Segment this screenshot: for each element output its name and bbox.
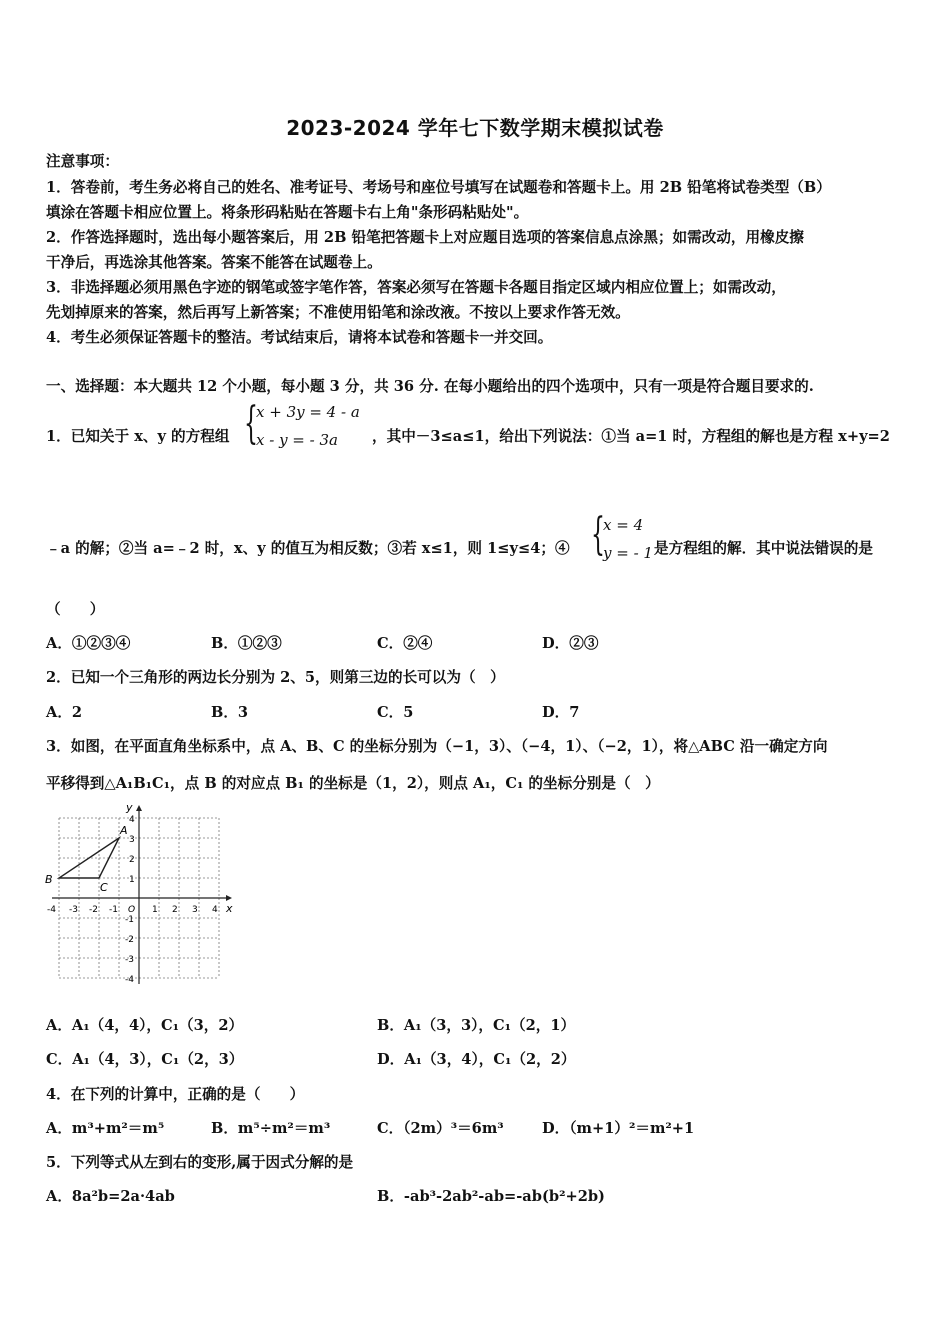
q1-answer-paren: （ ） [46, 601, 105, 618]
q4-text: 4．在下列的计算中，正确的是（ ） [46, 1086, 305, 1103]
notice-line: 2．作答选择题时，选出每小题答案后，用 2B 铅笔把答题卡上对应题目选项的答案信息点涂黑；如需改动，用橡皮擦 [46, 229, 804, 246]
y-tick: 4 [129, 815, 135, 825]
y-tick-labels [125, 815, 135, 985]
x-tick: -3 [69, 905, 78, 915]
notice-line: 先划掉原来的答案，然后再写上新答案；不准使用铅笔和涂改液。不按以上要求作答无效。 [46, 304, 630, 321]
q1-solution-1: x = 4 [603, 516, 644, 534]
q2-option-d: D．7 [542, 704, 580, 721]
q4-option-c: C．（2m）³＝6m³ [377, 1120, 504, 1137]
q4-option-a: A．m³+m²＝m⁵ [46, 1120, 165, 1137]
q5-option-b: B．-ab³-2ab²-ab=-ab(b²+2b) [377, 1188, 605, 1205]
y-tick: 3 [129, 835, 135, 845]
x-tick: 2 [172, 905, 178, 915]
x-tick: O [128, 905, 136, 915]
q1-prefix: 1．已知关于 x、y 的方程组 [46, 428, 230, 445]
q2-text: 2．已知一个三角形的两边长分别为 2、5，则第三边的长可以为（ ） [46, 669, 505, 686]
section-heading: 一、选择题：本大题共 12 个小题，每小题 3 分，共 36 分. 在每小题给出的四个选项中，只有一项是符合题目要求的. [46, 378, 814, 395]
q1-line2-suffix: 是方程组的解．其中说法错误的是 [654, 540, 873, 557]
notice-line: 干净后，再选涂其他答案。答案不能答在试题卷上。 [46, 254, 382, 271]
q1-equation-2: x - y = - 3a [256, 431, 338, 449]
q1-brace-icon: { [244, 398, 258, 449]
y-tick: -3 [125, 955, 134, 965]
q4-option-d: D．（m+1）²＝m²+1 [542, 1120, 695, 1137]
q1-option-d: D．②③ [542, 635, 599, 652]
notice-line: 3．非选择题必须用黑色字迹的钢笔或签字笔作答，答案必须写在答题卡各题目指定区域内相应位置上；如需改动， [46, 279, 786, 296]
q2-option-c: C．5 [377, 704, 414, 721]
x-tick: 1 [152, 905, 158, 915]
page-title: 2023-2024 学年七下数学期末模拟试卷 [286, 116, 664, 140]
notice-heading: 注意事项： [46, 153, 119, 170]
q1-solution-2: y = - 1 [603, 544, 653, 562]
x-tick: 4 [212, 905, 218, 915]
notice-line: 1．答卷前，考生务必将自己的姓名、准考证号、考场号和座位号填写在试题卷和答题卡上。用 2B 铅笔将试卷类型（B） [46, 179, 831, 196]
notice-line: 填涂在答题卡相应位置上。将条形码粘贴在答题卡右上角"条形码粘贴处"。 [46, 204, 529, 221]
label-b: B [45, 873, 53, 886]
q1-equation-1: x + 3y = 4 - a [256, 403, 360, 421]
y-tick: -4 [125, 975, 134, 985]
q1-solution-brace-icon: { [591, 509, 605, 560]
x-tick: -2 [89, 905, 98, 915]
q3-option-a: A．A₁（4，4），C₁（3，2） [46, 1017, 244, 1034]
q3-option-b: B．A₁（3，3），C₁（2，1） [377, 1017, 576, 1034]
y-tick: 2 [129, 855, 135, 865]
x-tick-labels [47, 905, 218, 915]
q3-option-c: C．A₁（4，3），C₁（2，3） [46, 1051, 244, 1068]
q1-suffix: ，其中－3≤a≤1，给出下列说法：①当 a=1 时，方程组的解也是方程 x+y=2 [372, 428, 890, 445]
q1-option-c: C．②④ [377, 635, 433, 652]
q3-line1: 3．如图，在平面直角坐标系中，点 A、B、C 的坐标分别为（−1，3）、（−4，1）、（−2，1），将△ABC 沿一确定方向 [46, 738, 828, 755]
label-c: C [100, 881, 108, 894]
q1-line2-prefix: ﹣a 的解；②当 a=﹣2 时，x、y 的值互为相反数；③若 x≤1，则 1≤y≤4；④ [46, 540, 570, 557]
label-a: A [120, 824, 128, 837]
notice-line: 4．考生必须保证答题卡的整洁。考试结束后，请将本试卷和答题卡一并交回。 [46, 329, 553, 346]
x-tick: 3 [192, 905, 198, 915]
q2-option-b: B．3 [211, 704, 249, 721]
q1-option-a: A．①②③④ [46, 635, 131, 652]
q2-option-a: A．2 [46, 704, 83, 721]
q1-option-b: B．①②③ [211, 635, 282, 652]
x-axis-arrow-icon [226, 895, 232, 901]
y-tick: 1 [129, 875, 135, 885]
q3-option-d: D．A₁（3，4），C₁（2，2） [377, 1051, 576, 1068]
x-tick: -4 [47, 905, 56, 915]
q4-option-b: B．m⁵÷m²＝m³ [211, 1120, 331, 1137]
label-y: y [126, 801, 133, 814]
q5-text: 5．下列等式从左到右的变形,属于因式分解的是 [46, 1154, 354, 1171]
q3-coordinate-graph [42, 800, 242, 990]
y-tick: -1 [125, 915, 134, 925]
q5-option-a: A．8a²b=2a·4ab [46, 1188, 175, 1205]
y-axis-arrow-icon [136, 805, 142, 811]
label-x: x [226, 902, 233, 915]
y-tick: -2 [125, 935, 134, 945]
x-tick: -1 [109, 905, 118, 915]
q3-line2: 平移得到△A₁B₁C₁，点 B 的对应点 B₁ 的坐标是（1，2），则点 A₁，C₁ 的坐标分别是（ ） [46, 775, 660, 792]
